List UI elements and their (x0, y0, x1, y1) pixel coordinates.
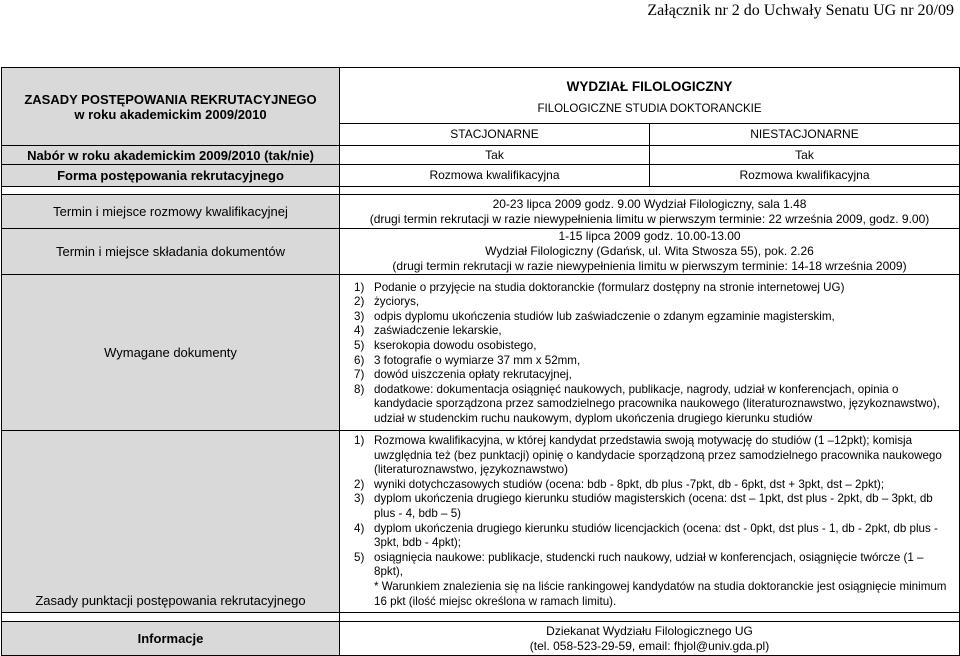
scoring-item-text: dyplom ukończenia drugiego kierunku studiów licencjackich (ocena: dst - 0pkt, dst plus - 1, db - 2pkt, db plus - 3pkt, bdb - 4pkt); (374, 521, 938, 550)
scoring-item-number: 4) (354, 521, 365, 535)
scoring-item-number: 3) (354, 492, 365, 506)
forma-full: Rozmowa kwalifikacyjna (340, 165, 650, 187)
documents-cell (340, 275, 960, 431)
title-line-2: w roku akademickim 2009/2010 (74, 106, 267, 122)
faculty-header (340, 68, 960, 124)
row-label-forma: Forma postępowania rekrutacyjnego (2, 165, 340, 187)
faculty-name: WYDZIAŁ FILOLOGICZNY (566, 78, 733, 94)
document-item-text: kserokopia dowodu osobistego, (374, 338, 537, 352)
mode-part-time: NIESTACJONARNE (650, 124, 960, 146)
document-item-number: 7) (354, 368, 365, 382)
forma-part: Rozmowa kwalifikacyjna (650, 165, 960, 187)
termin-dokumentow-line-1: 1-15 lipca 2009 godz. 10.00-13.00 (558, 229, 741, 243)
spacer-cell (2, 613, 340, 622)
document-item-text: dodatkowe: dokumentacja osiągnięć naukowych, publikacje, nagrody, udział w konferencjach, opinia o kandydacie sporządzona przez samodzielnego pracownika naukowego (literaturoznawstwo, językoznawstwo), udział w studenckim ruchu naukowym, dyplom ukończenia drugiego kierunku studiów (374, 382, 940, 425)
document-item-number: 4) (354, 324, 365, 338)
scoring-item-text: dyplom ukończenia drugiego kierunku studiów magisterskich (ocena: dst – 1pkt, dst plus - 2pkt, db – 3pkt, db plus - 4, bdb – 5) (374, 492, 933, 520)
document-item-text: życiorys, (374, 295, 420, 309)
document-item-text: Podanie o przyjęcie na studia doktoranckie (formularz dostępny na stronie internetowej UG) (374, 280, 845, 294)
scoring-item-text: wyniki dotychczasowych studiów (ocena: bdb - 8pkt, db plus -7pkt, db - 6pkt, dst + 3pkt, dst – 2pkt); (374, 477, 885, 491)
document-item (344, 295, 949, 310)
scoring-cell (340, 431, 960, 613)
document-item (344, 339, 949, 354)
scoring-item (344, 478, 949, 493)
title-line-1: ZASADY POSTĘPOWANIA REKRUTACYJNEGO (24, 91, 317, 107)
document-item-text: dowód uiszczenia opłaty rekrutacyjnej, (374, 368, 572, 382)
row-label-wymagane: Wymagane dokumenty (2, 275, 340, 431)
info-line-2: (tel. 058-523-29-59, email: fhjol@univ.gda.pl) (529, 638, 770, 653)
document-item-text: odpis dyplomu ukończenia studiów lub zaświadczenie o zdanym egzaminie magisterskim, (374, 309, 835, 323)
document-item-number: 3) (354, 309, 365, 323)
termin-rozmowy-line-1: 20-23 lipca 2009 godz. 9.00 Wydział Filologiczny, sala 1.48 (492, 196, 807, 211)
row-label-nabor: Nabór w roku akademickim 2009/2010 (tak/nie) (2, 146, 340, 165)
row-label-termin-dokumentow: Termin i miejsce składania dokumentów (2, 229, 340, 275)
document-item-number: 1) (354, 280, 365, 294)
table-title (2, 68, 340, 146)
document-item-number: 2) (354, 295, 365, 309)
row-label-termin-rozmowy: Termin i miejsce rozmowy kwalifikacyjnej (2, 195, 340, 229)
scoring-item-number: 2) (354, 477, 365, 491)
program-name: FILOLOGICZNE STUDIA DOKTORANCKIE (537, 102, 762, 115)
scoring-item-number: 1) (354, 434, 365, 447)
spacer-cell (2, 187, 340, 195)
scoring-item-text: osiągnięcia naukowe: publikacje, studencki ruch naukowy, udział w konferencjach, osiągnięcie twórcze (1 –8pkt), (374, 550, 924, 579)
document-item (344, 368, 949, 383)
document-item-number: 8) (354, 382, 365, 396)
spacer-cell (340, 613, 960, 622)
termin-rozmowy-line-2: (drugi termin rekrutacji w razie niewypełnienia limitu w pierwszym terminie: 22 września 2009, godz. 9.00) (369, 211, 930, 226)
scoring-item (344, 434, 949, 478)
termin-dokumentow-line-2: Wydział Filologiczny (Gdańsk, ul. Wita Stwosza 55), pok. 2.26 (485, 244, 814, 258)
nabor-part: Tak (650, 146, 960, 165)
scoring-item (344, 492, 949, 521)
document-item-number: 5) (354, 338, 365, 352)
spacer-cell (340, 187, 960, 195)
document-item (344, 383, 949, 427)
document-header-note: Załącznik nr 2 do Uchwały Senatu UG nr 20/09 (647, 2, 954, 19)
mode-full-time: STACJONARNE (340, 124, 650, 146)
document-item-number: 6) (354, 353, 365, 367)
document-item (344, 281, 949, 296)
scoring-item-number: 5) (354, 550, 365, 564)
termin-rozmowy-value (340, 195, 960, 229)
document-item (344, 310, 949, 325)
document-item (344, 324, 949, 339)
document-item (344, 354, 949, 369)
termin-dokumentow-line-3: (drugi termin rekrutacji w razie niewypełnienia limitu w pierwszym terminie: 14-18 września 2009) (392, 259, 907, 273)
scoring-note: * Warunkiem znalezienia się na liście rankingowej kandydatów na studia doktoranckie jest osiągnięcie minimum 16 pkt (ilość miejsc określona w ramach limitu). (374, 579, 947, 608)
row-label-informacje: Informacje (2, 622, 340, 656)
documents-list (344, 281, 949, 427)
row-label-zasady: Zasady punktacji postępowania rekrutacyjnego (2, 431, 340, 613)
admission-rules-table (1, 67, 960, 656)
scoring-item (344, 551, 949, 580)
document-item-text: 3 fotografie o wymiarze 37 mm x 52mm, (374, 353, 581, 367)
scoring-item (344, 522, 949, 551)
nabor-full: Tak (340, 146, 650, 165)
scoring-item-text: Rozmowa kwalifikacyjna, w której kandydat przedstawia swoją motywację do studiów (1 –12pkt); komisja uwzględnia też (bez punktacji) opinię o kandydacie sporządzoną przez samodzielnego pracownika naukowego (literaturoznawstwo, językoznawstwo) (374, 434, 942, 477)
document-item-text: zaświadczenie lekarskie, (374, 324, 502, 338)
termin-dokumentow-value (340, 229, 960, 275)
info-line-1: Dziekanat Wydziału Filologicznego UG (546, 623, 753, 638)
scoring-list (344, 434, 949, 580)
info-cell (340, 622, 960, 656)
